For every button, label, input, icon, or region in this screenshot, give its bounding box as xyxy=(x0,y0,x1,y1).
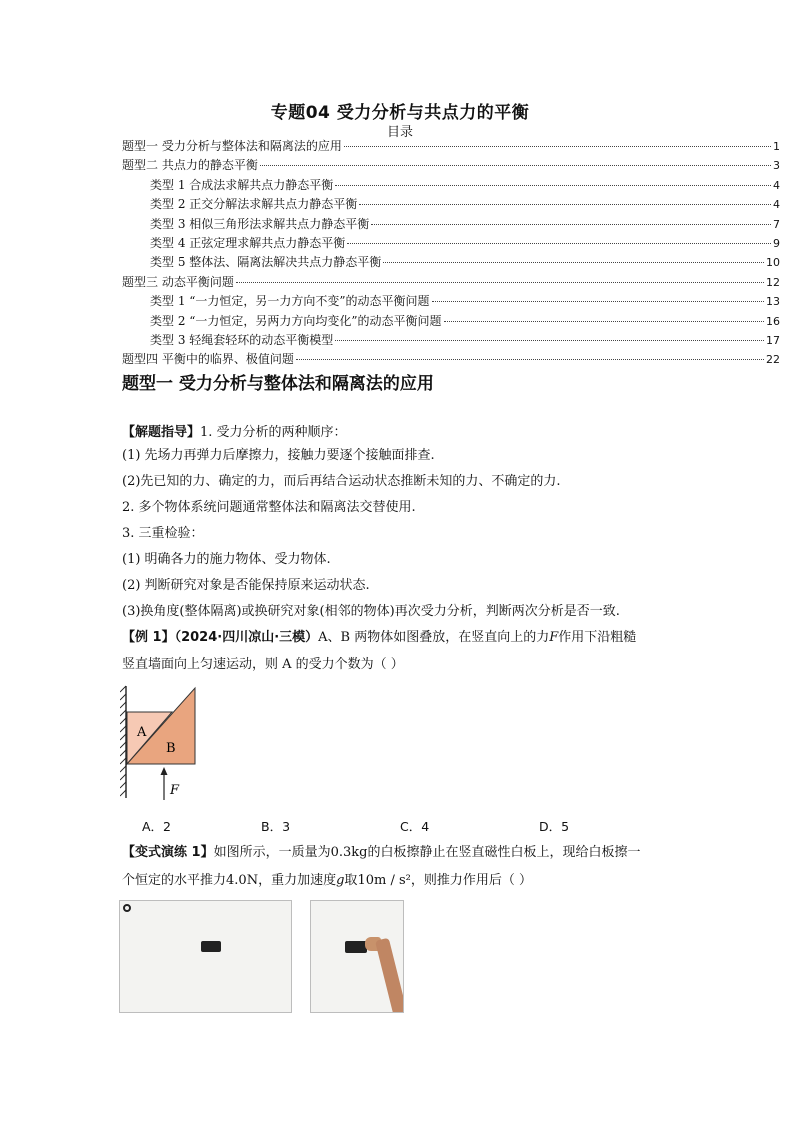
toc-leader-dots xyxy=(359,204,771,205)
toc-entry[interactable] xyxy=(122,234,780,253)
section-title: 题型一 受力分析与整体法和隔离法的应用 xyxy=(122,374,434,394)
variant-1-text-e: 取 xyxy=(344,873,358,888)
option-b[interactable]: B．3 xyxy=(261,819,291,834)
variant-1-text-c: 个恒定的水平推力 xyxy=(122,873,227,888)
eraser-image xyxy=(201,941,221,952)
mass-value: 0.3kg xyxy=(330,845,368,860)
toc-leader-dots xyxy=(444,321,764,322)
variant-1-text-a: 如图所示，一质量为 xyxy=(213,845,331,860)
board-magnet-icon xyxy=(123,904,131,912)
option-d[interactable]: D．5 xyxy=(539,819,570,834)
toc-leader-dots xyxy=(335,340,764,341)
toc-entry-page: 3 xyxy=(773,159,780,173)
toc-entry-page: 13 xyxy=(766,295,780,309)
guide-line: (1) 明确各力的施力物体、受力物体. xyxy=(122,552,331,567)
guide-line: (3)换角度(整体隔离)或换研究对象(相邻的物体)再次受力分析，判断两次分析是否一致. xyxy=(122,604,620,619)
toc-leader-dots xyxy=(383,262,764,263)
toc-entry-page: 22 xyxy=(766,353,780,367)
toc-entry[interactable] xyxy=(122,253,780,272)
toc-entry-text: 题型一 受力分析与整体法和隔离法的应用 xyxy=(122,139,342,153)
answer-options xyxy=(142,817,702,833)
toc-leader-dots xyxy=(296,359,764,360)
toc-entry[interactable] xyxy=(122,292,780,311)
toc-leader-dots xyxy=(371,224,771,225)
document-title: 专题04 受力分析与共点力的平衡 xyxy=(270,103,530,123)
toc-entry[interactable] xyxy=(122,156,780,175)
toc-entry-text: 题型二 共点力的静态平衡 xyxy=(122,158,258,173)
eraser-image xyxy=(345,941,367,953)
g-symbol: g xyxy=(336,873,345,888)
toc-entry[interactable] xyxy=(122,312,780,331)
toc-entry-page: 7 xyxy=(773,217,780,231)
guide-line: 3. 三重检验： xyxy=(122,526,204,541)
guide-text: 1. 受力分析的两种顺序： xyxy=(200,425,347,440)
guide-line: 2. 多个物体系统问题通常整体法和隔离法交替使用. xyxy=(122,500,416,515)
toc-entry-text: 类型 5 整体法、隔离法解决共点力静态平衡 xyxy=(150,255,382,270)
toc-entry[interactable] xyxy=(122,273,780,292)
toc-entry-page: 16 xyxy=(766,314,780,328)
label-b: B xyxy=(166,741,176,756)
wall-hatching xyxy=(120,686,126,798)
toc-entry-text: 类型 1 “一力恒定，另一力方向不变”的动态平衡问题 xyxy=(150,294,430,309)
toc-entry-page: 10 xyxy=(766,256,780,270)
toc-leader-dots xyxy=(260,165,771,166)
toc-entry[interactable] xyxy=(122,176,780,195)
guide-line: (1) 先场力再弹力后摩擦力，接触力要逐个接触面排查. xyxy=(122,448,435,463)
toc-entry[interactable] xyxy=(122,350,780,369)
example-1-source: （2024·四川凉山·三模） xyxy=(174,630,319,645)
variant-1-line-2 xyxy=(122,873,782,889)
guide-line: (2)先已知的力、确定的力，而后再结合运动状态推断未知的力、不确定的力. xyxy=(122,474,561,489)
toc-entry-page: 1 xyxy=(773,140,780,153)
toc-leader-dots xyxy=(335,185,771,186)
toc-entry-text: 题型三 动态平衡问题 xyxy=(122,274,234,289)
example-1-line-2: 竖直墙面向上匀速运动，则 A 的受力个数为（ ） xyxy=(122,657,404,672)
example-1-line-1 xyxy=(122,630,782,646)
guide-line xyxy=(122,425,782,441)
toc-leader-dots xyxy=(344,146,771,147)
toc-entry-text: 类型 1 合成法求解共点力静态平衡 xyxy=(150,177,334,192)
example-1-text-b: 作用下沿粗糙 xyxy=(558,630,637,645)
blocks-figure xyxy=(120,684,210,804)
force-arrowhead xyxy=(161,767,168,775)
toc-leader-dots xyxy=(432,301,764,302)
force-symbol: F xyxy=(549,630,559,645)
label-a: A xyxy=(137,725,147,740)
toc-entry-page: 4 xyxy=(773,178,780,192)
toc-entry-text: 类型 4 正弦定理求解共点力静态平衡 xyxy=(150,235,346,250)
variant-1-text-d: ，重力加速度 xyxy=(258,873,337,888)
guide-line: (2) 判断研究对象是否能保持原来运动状态. xyxy=(122,578,370,593)
toc-heading: 目录 xyxy=(386,125,413,140)
option-a[interactable]: A．2 xyxy=(142,819,172,834)
toc-leader-dots xyxy=(347,243,771,244)
toc-entry-page: 9 xyxy=(773,236,780,250)
toc-entry-page: 17 xyxy=(766,333,780,347)
force-value: 4.0N xyxy=(226,873,259,888)
toc-entry[interactable] xyxy=(122,331,780,350)
toc-entry-text: 题型四 平衡中的临界、极值问题 xyxy=(122,352,294,367)
g-value: 10m / s² xyxy=(357,873,411,888)
table-of-contents xyxy=(122,137,780,370)
example-1-text-a: A、B 两物体如图叠放，在竖直向上的力 xyxy=(318,630,550,645)
toc-entry-text: 类型 2 正交分解法求解共点力静态平衡 xyxy=(150,197,358,212)
option-c[interactable]: C．4 xyxy=(400,819,430,834)
toc-entry-page: 4 xyxy=(773,198,780,212)
toc-entry[interactable] xyxy=(122,215,780,234)
guide-label: 【解题指导】 xyxy=(122,425,201,440)
arm-image xyxy=(375,938,404,1013)
toc-leader-dots xyxy=(236,282,764,283)
whiteboard-photo-1 xyxy=(119,900,292,1013)
variant-1-line-1 xyxy=(122,845,782,861)
variant-1-text-f: ，则推力作用后（ ） xyxy=(410,873,532,888)
toc-entry-text: 类型 2 “一力恒定，另两力方向均变化”的动态平衡问题 xyxy=(150,313,442,328)
toc-entry-text: 类型 3 轻绳套轻环的动态平衡模型 xyxy=(150,332,334,347)
variant-1-text-b: 的白板擦静止在竖直磁性白板上，现给白板擦一 xyxy=(367,845,641,860)
example-1-label: 【例 1】 xyxy=(122,630,175,645)
toc-entry-page: 12 xyxy=(766,275,780,289)
label-f: F xyxy=(170,783,180,798)
variant-1-label: 【变式演练 1】 xyxy=(122,845,214,860)
whiteboard-photo-2 xyxy=(310,900,404,1013)
toc-entry-text: 类型 3 相似三角形法求解共点力静态平衡 xyxy=(150,216,370,231)
toc-entry[interactable] xyxy=(122,137,780,156)
toc-entry[interactable] xyxy=(122,195,780,214)
